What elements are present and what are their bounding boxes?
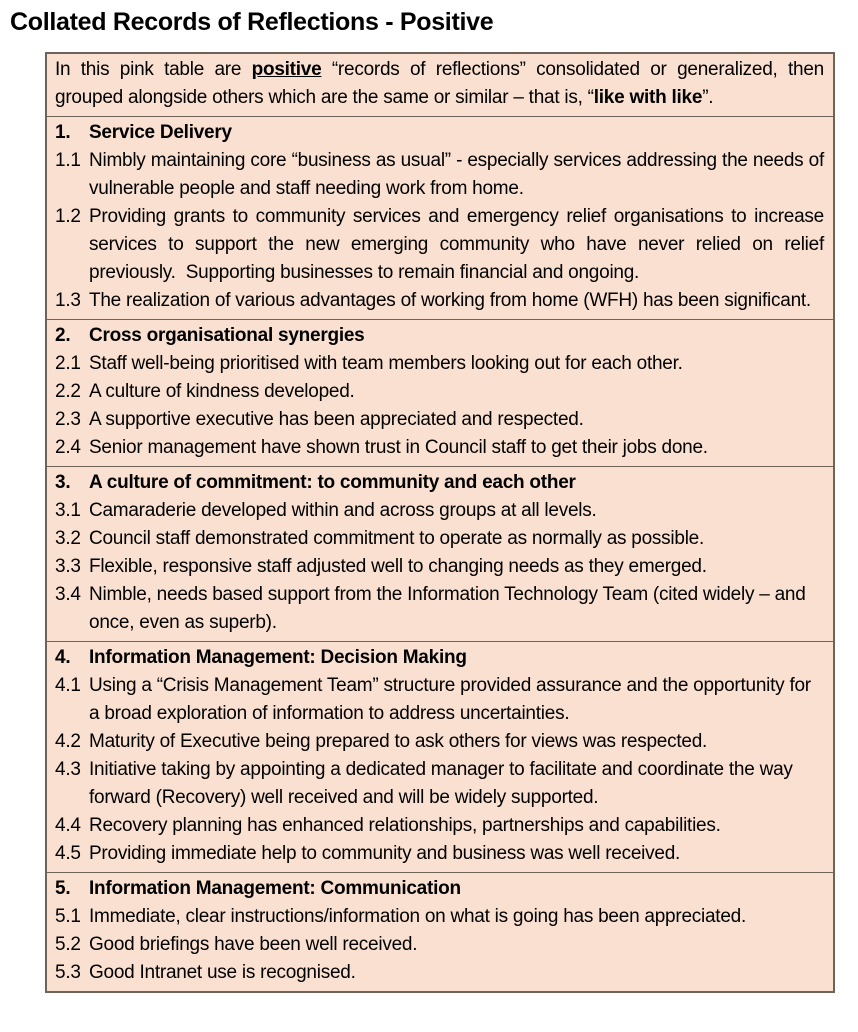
item-text: A supportive executive has been appreciated and respected. [89,409,584,430]
item-text: Good Intranet use is recognised. [89,962,356,983]
section-number: 1. [55,122,71,143]
intro-cell [47,54,833,116]
section-number: 2. [55,325,71,346]
reflection-item-2-3 [55,406,824,434]
reflections-table [45,52,835,993]
item-text: Camaraderie developed within and across groups at all levels. [89,500,597,521]
item-number: 1.3 [55,290,81,311]
item-number: 4.1 [55,675,81,696]
item-text: Staff well-being prioritised with team members looking out for each other. [89,353,683,374]
item-text: Nimble, needs based support from the Information Technology Team (cited widely – and once, even as superb). [89,584,806,633]
item-number: 4.3 [55,759,81,780]
section-number: 5. [55,878,71,899]
item-number: 5.2 [55,934,81,955]
section-heading [55,469,824,497]
reflection-item-4-1 [55,672,824,728]
item-number: 1.2 [55,206,81,227]
section-im-communication [47,872,833,991]
intro-part-1: In this pink table are [55,59,252,80]
reflection-item-3-4 [55,581,824,637]
section-number: 4. [55,647,71,668]
section-heading [55,322,824,350]
section-title: Information Management: Communication [89,878,461,899]
reflection-item-3-1 [55,497,824,525]
reflection-item-1-2 [55,203,824,287]
section-title: A culture of commitment: to community and each other [89,472,576,493]
item-text: Providing grants to community services and emergency relief organisations to increase services to support the new emerging community who have never relied on relief previously. Supporting businesses to remain financial and ongoing. [89,206,824,283]
intro-emphasis-like-with-like: like with like [593,87,703,108]
intro-part-3: ”. [702,87,714,108]
page-title: Collated Records of Reflections - Positive [10,8,494,36]
reflection-item-1-3 [55,287,824,315]
item-number: 3.2 [55,528,81,549]
item-number: 3.4 [55,584,81,605]
item-text: Initiative taking by appointing a dedicated manager to facilitate and coordinate the way forward (Recovery) well received and will be widely supported. [89,759,793,808]
section-title: Service Delivery [89,122,232,143]
item-text: Council staff demonstrated commitment to operate as normally as possible. [89,528,705,549]
item-number: 2.2 [55,381,81,402]
reflection-item-5-2 [55,931,824,959]
item-number: 4.2 [55,731,81,752]
item-number: 3.3 [55,556,81,577]
reflection-item-3-3 [55,553,824,581]
intro-part-2: “records of reflections” consolidated or generalized, then grouped alongside others which are the same or similar – that is, “ [55,59,824,108]
reflection-item-5-1 [55,903,824,931]
reflection-item-4-4 [55,812,824,840]
reflection-item-2-1 [55,350,824,378]
section-heading [55,119,824,147]
reflection-item-2-4 [55,434,824,462]
item-text: A culture of kindness developed. [89,381,355,402]
section-im-decision-making [47,641,833,872]
section-cross-organisational-synergies [47,319,833,466]
reflection-item-5-3 [55,959,824,987]
section-service-delivery [47,116,833,319]
item-number: 4.4 [55,815,81,836]
item-number: 5.1 [55,906,81,927]
section-title: Cross organisational synergies [89,325,365,346]
item-text: Flexible, responsive staff adjusted well to changing needs as they emerged. [89,556,707,577]
item-text: Immediate, clear instructions/information on what is going has been appreciated. [89,906,746,927]
reflection-item-4-2 [55,728,824,756]
item-number: 2.1 [55,353,81,374]
item-number: 2.3 [55,409,81,430]
section-heading [55,875,824,903]
section-heading [55,644,824,672]
item-number: 5.3 [55,962,81,983]
item-text: Providing immediate help to community and business was well received. [89,843,681,864]
reflection-item-3-2 [55,525,824,553]
reflection-item-2-2 [55,378,824,406]
item-text: Using a “Crisis Management Team” structure provided assurance and the opportunity for a broad exploration of information to address uncertainties. [89,675,811,724]
section-culture-of-commitment [47,466,833,641]
reflection-item-1-1 [55,147,824,203]
item-number: 1.1 [55,150,81,171]
item-text: Good briefings have been well received. [89,934,418,955]
item-text: The realization of various advantages of working from home (WFH) has been significant. [89,290,811,311]
item-number: 3.1 [55,500,81,521]
item-text: Senior management have shown trust in Council staff to get their jobs done. [89,437,708,458]
item-text: Maturity of Executive being prepared to ask others for views was respected. [89,731,708,752]
reflection-item-4-5 [55,840,824,868]
item-number: 4.5 [55,843,81,864]
intro-text [55,56,824,112]
section-title: Information Management: Decision Making [89,647,467,668]
section-number: 3. [55,472,71,493]
item-text: Nimbly maintaining core “business as usual” - especially services addressing the needs of vulnerable people and staff needing work from home. [89,150,824,199]
intro-emphasis-positive: positive [251,59,322,80]
item-text: Recovery planning has enhanced relationships, partnerships and capabilities. [89,815,721,836]
item-number: 2.4 [55,437,81,458]
reflection-item-4-3 [55,756,824,812]
